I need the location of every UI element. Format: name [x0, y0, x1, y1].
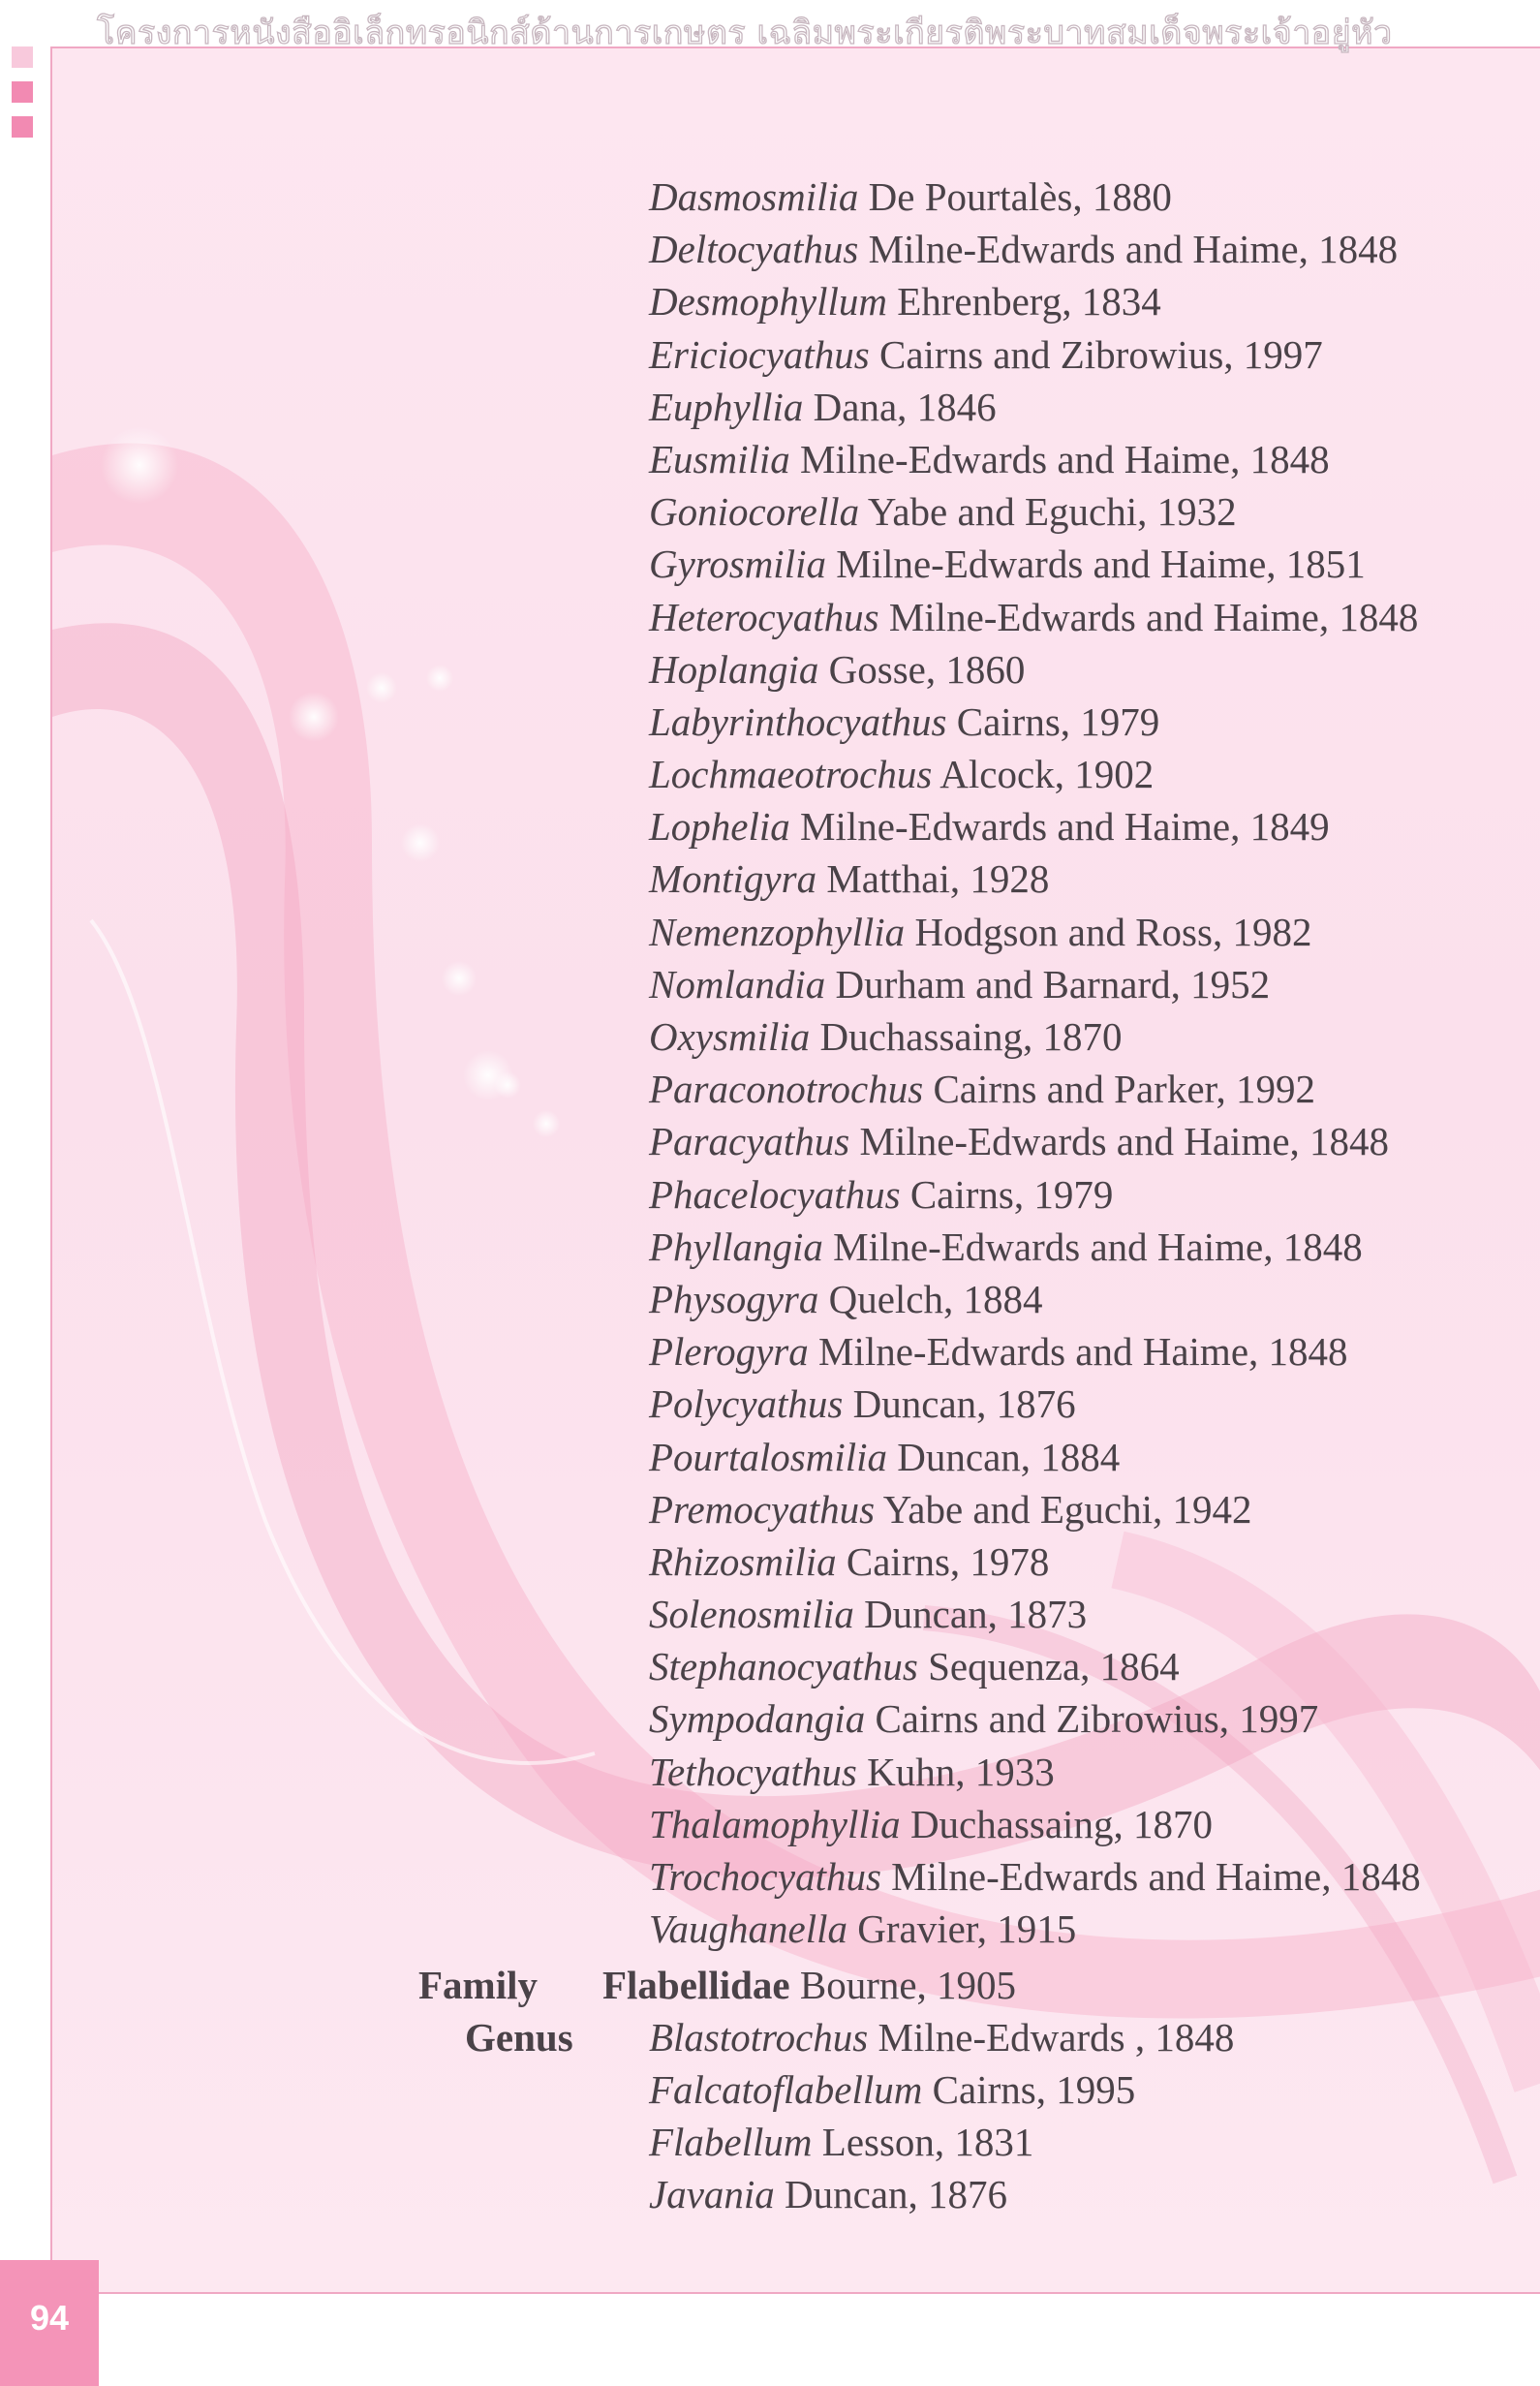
corner-square	[12, 46, 33, 68]
list-item	[649, 1273, 1421, 1325]
family-entry	[602, 1959, 1016, 2011]
genus-authority: Yabe and Eguchi, 1932	[867, 489, 1237, 535]
genus-name: Premocyathus	[649, 1486, 876, 1532]
list-item	[649, 1746, 1421, 1798]
genus-authority: Duncan, 1873	[864, 1592, 1088, 1637]
genus-name: Pourtalosmilia	[649, 1434, 888, 1479]
corner-square	[12, 116, 33, 138]
genus-name: Trochocyathus	[649, 1854, 881, 1899]
list-item	[649, 800, 1421, 852]
list-item	[649, 381, 1421, 433]
list-item	[649, 696, 1421, 748]
genus-authority: Lesson, 1831	[821, 2120, 1034, 2164]
genus-name: Deltocyathus	[649, 227, 859, 272]
list-item	[649, 1483, 1421, 1535]
list-item	[649, 1378, 1421, 1430]
genus-authority: Milne-Edwards and Haime, 1848	[800, 436, 1330, 481]
genus-authority: Cairns, 1979	[956, 698, 1160, 744]
list-item	[649, 2116, 1033, 2168]
list-item	[649, 433, 1421, 485]
list-item	[649, 1692, 1421, 1745]
genus-name: Lophelia	[649, 804, 790, 850]
genus-authority: Duncan, 1876	[785, 2172, 1008, 2216]
list-item	[649, 2168, 1007, 2220]
page-number: 94	[0, 2260, 99, 2386]
corner-square	[12, 81, 33, 103]
genus-name: Rhizosmilia	[649, 1538, 837, 1584]
genus-name: Polycyathus	[649, 1381, 844, 1427]
list-item	[649, 170, 1421, 223]
family-name: Flabellidae	[602, 1963, 790, 2007]
genus-name: Plerogyra	[649, 1329, 809, 1375]
genus-name: Physogyra	[649, 1276, 819, 1321]
genus-authority: Duncan, 1884	[897, 1434, 1121, 1479]
genus-name: Vaughanella	[649, 1906, 847, 1952]
list-item	[649, 1010, 1421, 1063]
list-item	[649, 1063, 1421, 1115]
list-item	[649, 2011, 1234, 2063]
list-item	[649, 852, 1421, 905]
genus-authority: Durham and Barnard, 1952	[835, 961, 1271, 1007]
genus-name: Sympodangia	[649, 1696, 866, 1742]
genus-name: Dasmosmilia	[649, 174, 859, 219]
genus-authority: Duchassaing, 1870	[819, 1014, 1123, 1059]
genus-authority: Cairns, 1978	[846, 1538, 1050, 1584]
list-item	[649, 1798, 1421, 1850]
genus-name: Labyrinthocyathus	[649, 698, 947, 744]
genus-authority: Gosse, 1860	[828, 646, 1026, 692]
genus-authority: Milne-Edwards and Haime, 1848	[868, 227, 1399, 272]
list-item	[649, 1221, 1421, 1273]
list-item	[649, 2063, 1135, 2116]
genus-name: Blastotrochus	[649, 2015, 869, 2060]
genus-name: Eusmilia	[649, 436, 790, 481]
genus-authority: Cairns and Zibrowius, 1997	[875, 1696, 1319, 1742]
genus-authority: Milne-Edwards and Haime, 1848	[891, 1854, 1421, 1899]
family-authority: Bourne, 1905	[799, 1963, 1017, 2007]
genus-authority: Kuhn, 1933	[867, 1749, 1055, 1794]
genus-name: Lochmaeotrochus	[649, 752, 933, 797]
genus-authority: Milne-Edwards and Haime, 1849	[800, 804, 1330, 850]
genus-authority: Duncan, 1876	[852, 1381, 1076, 1427]
genus-authority: Cairns, 1995	[932, 2067, 1136, 2112]
genus-name: Heterocyathus	[649, 594, 879, 639]
list-item	[649, 643, 1421, 696]
list-item	[649, 275, 1421, 327]
genus-name: Phyllangia	[649, 1224, 823, 1269]
list-item	[649, 328, 1421, 381]
list-item	[649, 1168, 1421, 1221]
genus-authority: Cairns and Parker, 1992	[933, 1067, 1316, 1112]
genus-name: Javania	[649, 2172, 775, 2216]
list-item	[649, 1431, 1421, 1483]
list-item	[649, 748, 1421, 800]
genus-authority: Yabe and Eguchi, 1942	[882, 1486, 1252, 1532]
genus-name: Stephanocyathus	[649, 1644, 918, 1689]
genus-label: Genus	[465, 2015, 573, 2060]
genus-name: Tethocyathus	[649, 1749, 857, 1794]
genus-authority: Cairns and Zibrowius, 1997	[878, 331, 1323, 377]
genus-name: Euphyllia	[649, 384, 804, 429]
genus-authority: Duchassaing, 1870	[909, 1801, 1213, 1846]
list-item	[649, 591, 1421, 643]
genus-authority: Sequenza, 1864	[928, 1644, 1180, 1689]
list-item	[649, 1903, 1421, 1955]
family-label: Family	[418, 1963, 538, 2007]
list-item	[649, 1588, 1421, 1640]
genus-authority: Alcock, 1902	[939, 752, 1155, 797]
genus-authority: Gravier, 1915	[857, 1906, 1077, 1952]
genus-authority: Milne-Edwards and Haime, 1848	[888, 594, 1419, 639]
list-item	[649, 906, 1421, 958]
genus-name: Ericiocyathus	[649, 331, 870, 377]
genus-name: Phacelocyathus	[649, 1171, 901, 1217]
genus-authority: Milne-Edwards and Haime, 1848	[817, 1329, 1348, 1375]
genus-name: Solenosmilia	[649, 1592, 854, 1637]
genus-name: Falcatoflabellum	[649, 2067, 923, 2112]
genus-name: Goniocorella	[649, 489, 860, 535]
genus-authority: Cairns, 1979	[909, 1171, 1114, 1217]
list-item	[649, 1325, 1421, 1378]
genus-name: Nomlandia	[649, 961, 826, 1007]
running-header: โครงการหนังสืออิเล็กทรอนิกส์ด้านการเกษตร เฉลิมพระเกียรติพระบาทสมเด็จพระเจ้าอยู่หัว	[97, 14, 1393, 52]
genus-list	[649, 170, 1421, 1955]
list-item	[649, 1850, 1421, 1903]
list-item	[649, 958, 1421, 1010]
corner-decoration	[12, 46, 35, 151]
genus-name: Hoplangia	[649, 646, 819, 692]
list-item	[649, 223, 1421, 275]
genus-authority: Milne-Edwards , 1848	[878, 2015, 1235, 2060]
genus-authority: Ehrenberg, 1834	[897, 279, 1161, 325]
genus-authority: Hodgson and Ross, 1982	[914, 909, 1312, 954]
genus-name: Desmophyllum	[649, 279, 887, 325]
genus-authority: De Pourtalès, 1880	[868, 174, 1172, 219]
genus-authority: Dana, 1846	[813, 384, 997, 429]
genus-name: Gyrosmilia	[649, 542, 826, 587]
list-item	[649, 485, 1421, 538]
genus-name: Nemenzophyllia	[649, 909, 906, 954]
list-item	[649, 538, 1421, 590]
genus-name: Thalamophyllia	[649, 1801, 901, 1846]
genus-authority: Milne-Edwards and Haime, 1851	[836, 542, 1366, 587]
genus-authority: Matthai, 1928	[826, 856, 1050, 902]
list-item	[649, 1640, 1421, 1692]
genus-name: Paraconotrochus	[649, 1067, 924, 1112]
list-item	[649, 1535, 1421, 1588]
genus-name: Paracyathus	[649, 1119, 850, 1164]
genus-authority: Milne-Edwards and Haime, 1848	[859, 1119, 1390, 1164]
genus-name: Montigyra	[649, 856, 817, 902]
genus-name: Oxysmilia	[649, 1014, 811, 1059]
genus-authority: Quelch, 1884	[828, 1276, 1043, 1321]
list-item	[649, 1115, 1421, 1167]
genus-authority: Milne-Edwards and Haime, 1848	[833, 1224, 1363, 1269]
genus-name: Flabellum	[649, 2120, 813, 2164]
